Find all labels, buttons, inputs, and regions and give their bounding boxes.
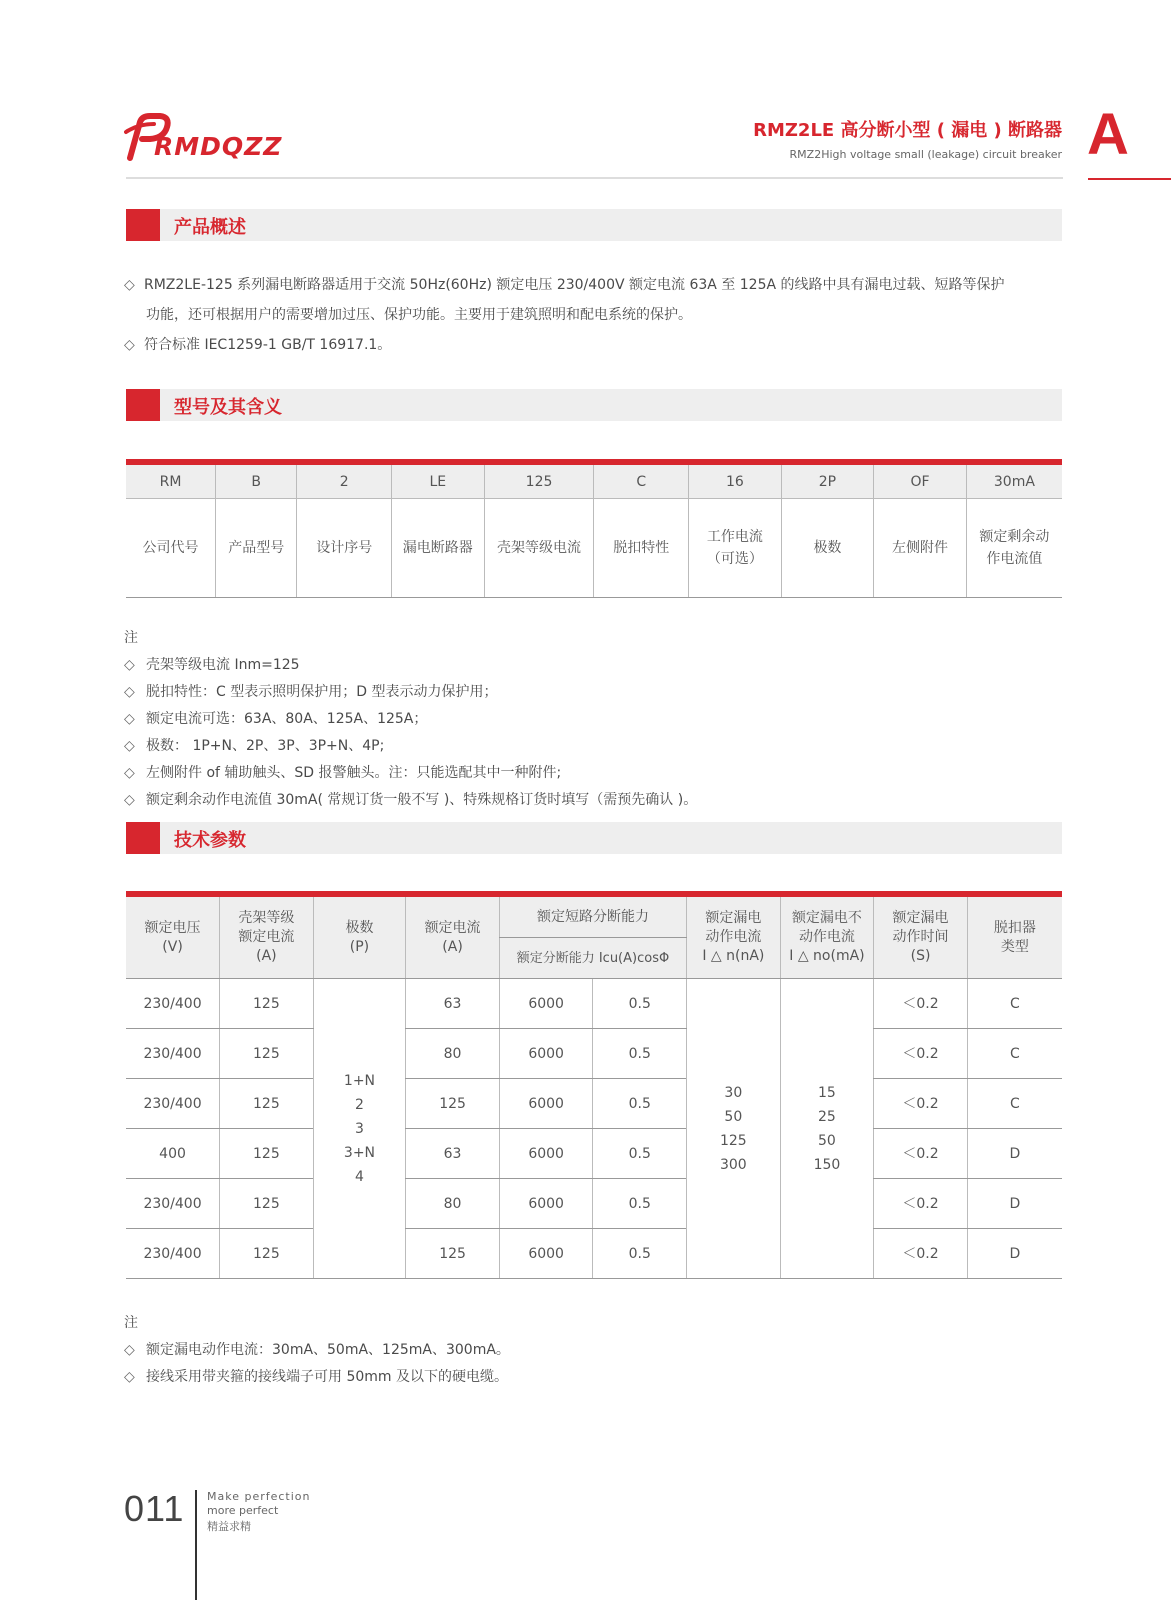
cell-time: ＜0.2 (874, 1129, 968, 1179)
cell-icu: 6000 (499, 1129, 593, 1179)
cell-trip: C (967, 1079, 1062, 1129)
header-current: 额定电流 (A) (406, 894, 500, 979)
cell-time: ＜0.2 (874, 979, 968, 1029)
model-meaning-cell (484, 499, 594, 598)
cell-voltage: 230/400 (126, 1179, 220, 1229)
tech-notes (124, 1310, 510, 1391)
cell-icu: 6000 (499, 1029, 593, 1079)
model-code-cell: 16 (689, 462, 782, 499)
note-item (124, 679, 697, 706)
cell-leak-nonop-merged (780, 979, 874, 1279)
cell-frame: 125 (220, 1079, 314, 1129)
model-meaning-cell (126, 499, 216, 598)
note-text: 额定漏电动作电流：30mA、50mA、125mA、300mA。 (146, 1342, 510, 1358)
model-meaning-text: 公司代号 (142, 540, 199, 556)
model-meaning-text: 产品型号 (228, 540, 285, 556)
section-title: 技术参数 (174, 830, 246, 851)
cell-cos: 0.5 (593, 1129, 687, 1179)
footer-slogan: 精益求精 (207, 1520, 251, 1533)
model-meaning-cell (781, 499, 874, 598)
table-row (126, 1029, 1062, 1079)
page-subtitle: RMZ2High voltage small (leakage) circuit breaker (789, 148, 1062, 161)
header-leak-nonop: 额定漏电不 动作电流 I △ no(mA) (780, 894, 874, 979)
table-row (126, 1179, 1062, 1229)
note-item (124, 760, 697, 787)
header-voltage: 额定电压 (V) (126, 894, 220, 979)
tech-table (126, 891, 1062, 1279)
model-code-row (126, 462, 1062, 499)
model-code-cell: 125 (484, 462, 594, 499)
cell-icu: 6000 (499, 1079, 593, 1129)
poles-value: 3+N (343, 1144, 376, 1161)
model-code-cell: RM (126, 462, 216, 499)
cell-cos: 0.5 (593, 1179, 687, 1229)
cell-frame: 125 (220, 979, 314, 1029)
poles-value: 2 (355, 1096, 364, 1113)
note-text: 额定电流可选：63A、80A、125A、125A； (146, 711, 428, 727)
page-number: 011 (124, 1488, 185, 1529)
diamond-bullet-icon: ◇ (124, 657, 135, 673)
model-code-cell: 30mA (966, 462, 1062, 499)
diamond-bullet-icon: ◇ (124, 1369, 135, 1385)
table-row (126, 979, 1062, 1029)
note-item (124, 733, 697, 760)
leak-op-value: 300 (719, 1156, 747, 1173)
leak-nonop-value: 150 (813, 1156, 841, 1173)
leak-op-value: 125 (719, 1132, 747, 1149)
section-model-header (126, 389, 1062, 421)
diamond-bullet-icon: ◇ (124, 765, 135, 781)
model-notes (124, 625, 697, 814)
model-table (126, 459, 1062, 598)
cell-frame: 125 (220, 1179, 314, 1229)
table-row (126, 1129, 1062, 1179)
cell-cos: 0.5 (593, 1229, 687, 1279)
cell-cos: 0.5 (593, 1079, 687, 1129)
model-meaning-text: 漏电断路器 (402, 540, 473, 556)
cell-time: ＜0.2 (874, 1179, 968, 1229)
note-text: 脱扣特性：C 型表示照明保护用；D 型表示动力保护用； (146, 684, 498, 700)
section-marker (126, 209, 160, 241)
cell-frame: 125 (220, 1129, 314, 1179)
cell-icu: 6000 (499, 979, 593, 1029)
overview-text (124, 270, 1064, 360)
section-tech-header (126, 822, 1062, 854)
model-meaning-cell (594, 499, 689, 598)
model-meaning-text: 脱扣特性 (613, 540, 670, 556)
diamond-bullet-icon: ◇ (124, 738, 135, 754)
header-breaking-sub: 额定分断能力 Icu(A)cosΦ (499, 938, 686, 979)
notes-label: 注 (124, 1315, 138, 1331)
overview-line: 功能，还可根据用户的需要增加过压、保护功能。主要用于建筑照明和配电系统的保护。 (146, 307, 692, 323)
section-marker (126, 822, 160, 854)
cell-time: ＜0.2 (874, 1079, 968, 1129)
poles-value: 3 (355, 1120, 364, 1137)
cell-current: 125 (406, 1079, 500, 1129)
cell-current: 80 (406, 1179, 500, 1229)
model-meaning-text: 作电流值 (986, 551, 1043, 567)
cell-voltage: 230/400 (126, 1229, 220, 1279)
cell-current: 125 (406, 1229, 500, 1279)
cell-frame: 125 (220, 1229, 314, 1279)
note-item (124, 787, 697, 814)
model-meaning-text: 壳架等级电流 (497, 540, 582, 556)
header-frame: 壳架等级 额定电流 (A) (220, 894, 314, 979)
model-meaning-cell (966, 499, 1062, 598)
cell-icu: 6000 (499, 1229, 593, 1279)
leak-nonop-value: 50 (818, 1132, 836, 1149)
note-item (124, 652, 697, 679)
diamond-bullet-icon: ◇ (124, 337, 135, 353)
header-divider (126, 177, 1063, 179)
note-text: 左侧附件 of 辅助触头、SD 报警触头。注：只能选配其中一种附件; (146, 765, 562, 781)
model-code-cell: OF (874, 462, 967, 499)
notes-label: 注 (124, 630, 138, 646)
model-meaning-cell (392, 499, 485, 598)
tech-header-row (126, 894, 1062, 938)
leak-nonop-value: 25 (818, 1108, 836, 1125)
leak-nonop-value: 15 (818, 1084, 836, 1101)
header-leak-op: 额定漏电 动作电流 I △ n(nA) (687, 894, 781, 979)
cell-icu: 6000 (499, 1179, 593, 1229)
model-meaning-cell (874, 499, 967, 598)
cell-poles-merged (313, 979, 406, 1279)
cell-cos: 0.5 (593, 1029, 687, 1079)
header-breaking: 额定短路分断能力 (499, 894, 686, 938)
cell-trip: C (967, 979, 1062, 1029)
page-title: RMZ2LE 高分断小型 ( 漏电 ) 断路器 (753, 120, 1062, 141)
cell-leak-op-merged (687, 979, 781, 1279)
diamond-bullet-icon: ◇ (124, 792, 135, 808)
note-text: 额定剩余动作电流值 30mA( 常规订货一般不写 )、特殊规格订货时填写（需预先确认 )。 (146, 792, 698, 808)
footer-slogan: Make perfection (207, 1490, 311, 1503)
model-meaning-text: 左侧附件 (892, 540, 949, 556)
model-code-cell: C (594, 462, 689, 499)
model-meaning-cell (689, 499, 782, 598)
cell-voltage: 230/400 (126, 1029, 220, 1079)
diamond-bullet-icon: ◇ (124, 684, 135, 700)
cell-trip: D (967, 1229, 1062, 1279)
diamond-bullet-icon: ◇ (124, 1342, 135, 1358)
leak-op-value: 30 (724, 1084, 743, 1101)
category-underline (1088, 178, 1171, 180)
note-item (124, 1337, 510, 1364)
table-row (126, 1079, 1062, 1129)
model-code-cell: 2P (781, 462, 874, 499)
section-title: 型号及其含义 (174, 397, 282, 418)
model-code-cell: B (216, 462, 297, 499)
cell-trip: D (967, 1129, 1062, 1179)
model-code-cell: 2 (297, 462, 392, 499)
model-meaning-text: （可选） (706, 551, 763, 567)
brand-logo (124, 112, 294, 164)
footer-slogan: more perfect (207, 1504, 279, 1517)
note-item (124, 1364, 510, 1391)
cell-current: 80 (406, 1029, 500, 1079)
cell-voltage: 230/400 (126, 979, 220, 1029)
section-title: 产品概述 (174, 217, 246, 238)
section-marker (126, 389, 160, 421)
model-meaning-text: 工作电流 (706, 529, 763, 545)
header-poles: 极数 (P) (313, 894, 406, 979)
poles-value: 4 (355, 1168, 364, 1185)
leak-op-value: 50 (724, 1108, 743, 1125)
note-text: 接线采用带夹箍的接线端子可用 50mm 及以下的硬电缆。 (146, 1369, 508, 1385)
footer-divider (195, 1490, 197, 1600)
category-letter: A (1087, 102, 1129, 167)
model-meaning-row (126, 499, 1062, 598)
header-leak-time: 额定漏电 动作时间 (S) (874, 894, 968, 979)
cell-frame: 125 (220, 1029, 314, 1079)
table-row (126, 1229, 1062, 1279)
cell-time: ＜0.2 (874, 1029, 968, 1079)
note-text: 壳架等级电流 Inm=125 (146, 657, 300, 673)
cell-time: ＜0.2 (874, 1229, 968, 1279)
diamond-bullet-icon: ◇ (124, 711, 135, 727)
overview-line: ◇ 符合标准 IEC1259-1 GB/T 16917.1。 (124, 330, 1064, 360)
cell-current: 63 (406, 1129, 500, 1179)
overview-line: ◇ RMZ2LE-125 系列漏电断路器适用于交流 50Hz(60Hz) 额定电压 230/400V 额定电流 63A 至 125A 的线路中具有漏电过载、短路等保护 (124, 270, 1064, 300)
cell-trip: C (967, 1029, 1062, 1079)
model-meaning-cell (216, 499, 297, 598)
cell-voltage: 400 (126, 1129, 220, 1179)
logo-text: RMDQZZ (154, 132, 283, 161)
header-trip: 脱扣器 类型 (967, 894, 1062, 979)
section-overview-header (126, 209, 1062, 241)
cell-trip: D (967, 1179, 1062, 1229)
model-code-cell: LE (392, 462, 485, 499)
model-meaning-cell (297, 499, 392, 598)
cell-voltage: 230/400 (126, 1079, 220, 1129)
model-meaning-text: 额定剩余动 (979, 529, 1050, 545)
cell-cos: 0.5 (593, 979, 687, 1029)
note-text: 极数： 1P+N、2P、3P、3P+N、4P; (146, 738, 385, 754)
model-meaning-text: 设计序号 (316, 540, 373, 556)
poles-value: 1+N (343, 1072, 376, 1089)
model-meaning-text: 极数 (813, 540, 842, 556)
diamond-bullet-icon: ◇ (124, 277, 135, 293)
note-item (124, 706, 697, 733)
cell-current: 63 (406, 979, 500, 1029)
